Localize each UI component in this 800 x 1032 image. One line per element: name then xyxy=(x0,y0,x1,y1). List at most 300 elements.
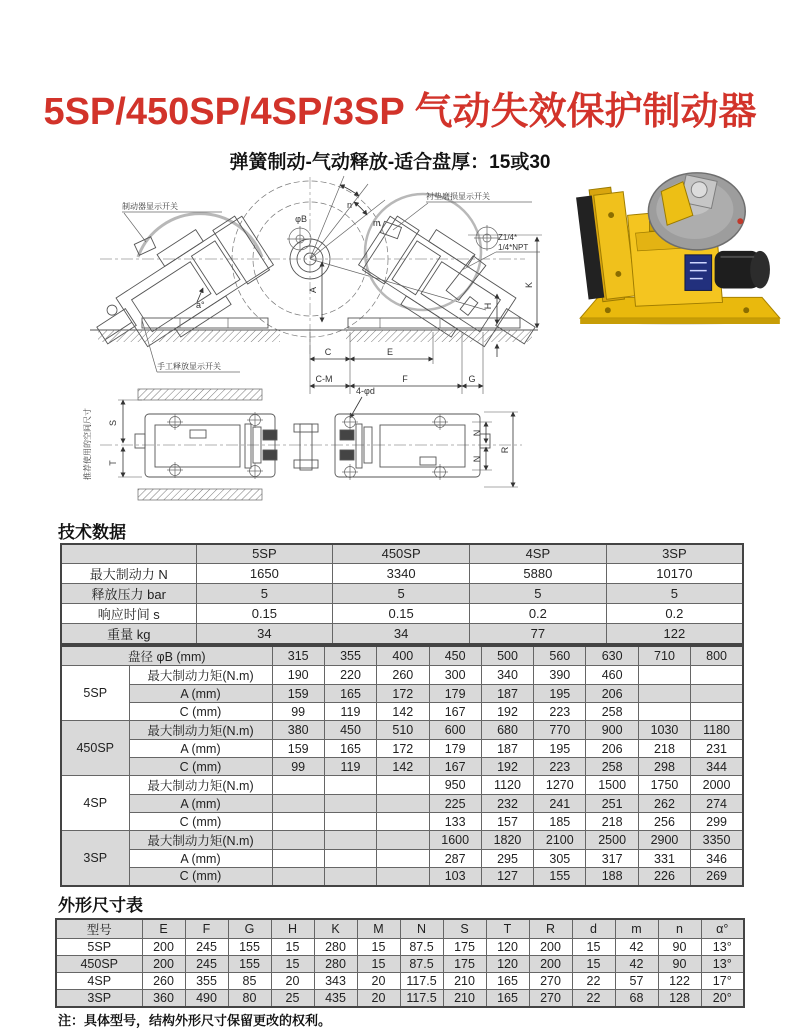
model-cell: 3SP xyxy=(61,831,129,886)
value-cell: 165 xyxy=(486,973,529,990)
value-cell: 77 xyxy=(470,623,607,644)
value-cell: 3350 xyxy=(691,831,743,850)
value-cell: 99 xyxy=(272,703,324,721)
label-manual-release-switch: 手工释放显示开关 xyxy=(157,362,221,371)
column-header: 400 xyxy=(377,646,429,666)
label-air-port-thread: 1/4*NPT xyxy=(498,243,529,252)
row-label-cell: 释放压力 bar xyxy=(61,583,196,603)
value-cell: 241 xyxy=(534,795,586,813)
value-cell xyxy=(638,703,690,721)
value-cell: 142 xyxy=(377,758,429,776)
table-row xyxy=(61,831,743,850)
column-header: 型号 xyxy=(56,919,142,939)
value-cell: 1650 xyxy=(196,563,333,583)
value-cell: 287 xyxy=(429,850,481,868)
value-cell xyxy=(324,850,376,868)
label-dim-G: G xyxy=(468,374,476,384)
value-cell xyxy=(691,703,743,721)
row-label-cell: 响应时间 s xyxy=(61,603,196,623)
row-label-cell: 最大制动力矩(N.m) xyxy=(129,776,272,795)
column-header: M xyxy=(357,919,400,939)
left-caliper-assembly xyxy=(82,205,279,373)
value-cell: 258 xyxy=(586,703,638,721)
value-cell: 42 xyxy=(615,956,658,973)
table-row xyxy=(61,666,743,685)
value-cell: 20 xyxy=(271,973,314,990)
value-cell: 218 xyxy=(638,740,690,758)
table-row xyxy=(61,813,743,831)
value-cell: 331 xyxy=(638,850,690,868)
value-cell: 122 xyxy=(606,623,743,644)
air-cylinder xyxy=(715,251,770,289)
value-cell: 17° xyxy=(701,973,744,990)
footnote: 注：具体型号，结构外形尺寸保留更改的权利。 xyxy=(58,1013,332,1028)
value-cell: 2000 xyxy=(691,776,743,795)
value-cell: 343 xyxy=(314,973,357,990)
value-cell: 99 xyxy=(272,758,324,776)
value-cell: 165 xyxy=(486,990,529,1007)
table-row xyxy=(61,795,743,813)
table-row xyxy=(61,740,743,758)
model-cell: 5SP xyxy=(56,939,142,956)
table-row xyxy=(61,868,743,886)
value-cell: 950 xyxy=(429,776,481,795)
value-cell xyxy=(324,868,376,886)
column-header: 5SP xyxy=(196,544,333,563)
value-cell: 90 xyxy=(658,956,701,973)
value-cell: 600 xyxy=(429,721,481,740)
value-cell: 200 xyxy=(142,956,185,973)
value-cell: 13° xyxy=(701,956,744,973)
value-cell: 142 xyxy=(377,703,429,721)
row-label-cell: A (mm) xyxy=(129,795,272,813)
value-cell: 192 xyxy=(481,703,533,721)
value-cell xyxy=(272,850,324,868)
model-cell: 4SP xyxy=(56,973,142,990)
value-cell: 220 xyxy=(324,666,376,685)
row-label-cell: 最大制动力矩(N.m) xyxy=(129,721,272,740)
value-cell xyxy=(324,831,376,850)
value-cell: 190 xyxy=(272,666,324,685)
value-cell: 225 xyxy=(429,795,481,813)
value-cell: 15 xyxy=(572,956,615,973)
column-header: 4SP xyxy=(470,544,607,563)
column-header: m xyxy=(615,919,658,939)
value-cell xyxy=(272,868,324,886)
model-cell: 450SP xyxy=(61,721,129,776)
ground-hatch-right xyxy=(346,330,532,342)
table-row xyxy=(61,646,743,666)
base-plate-right xyxy=(348,318,520,328)
value-cell: 165 xyxy=(324,740,376,758)
column-header: K xyxy=(314,919,357,939)
value-cell: 260 xyxy=(142,973,185,990)
value-cell: 20 xyxy=(357,990,400,1007)
label-dim-T: T xyxy=(108,460,118,466)
table-row xyxy=(56,939,744,956)
value-cell: 269 xyxy=(691,868,743,886)
corner-cell xyxy=(61,544,196,563)
value-cell xyxy=(272,795,324,813)
value-cell: 280 xyxy=(314,956,357,973)
column-header: S xyxy=(443,919,486,939)
value-cell: 2500 xyxy=(586,831,638,850)
model-cell: 450SP xyxy=(56,956,142,973)
value-cell: 200 xyxy=(142,939,185,956)
label-brake-switch: 制动器显示开关 xyxy=(122,202,178,211)
value-cell: 68 xyxy=(615,990,658,1007)
row-label-cell: A (mm) xyxy=(129,850,272,868)
disc-section-top xyxy=(138,389,262,400)
value-cell xyxy=(272,813,324,831)
table-row xyxy=(61,703,743,721)
value-cell: 200 xyxy=(529,939,572,956)
pad-wear-switch-body xyxy=(380,221,401,238)
value-cell: 119 xyxy=(324,703,376,721)
row-label-cell: 最大制动力矩(N.m) xyxy=(129,666,272,685)
value-cell xyxy=(691,685,743,703)
value-cell: 5 xyxy=(196,583,333,603)
top-view-hub-section xyxy=(294,424,318,470)
table-row xyxy=(56,956,744,973)
value-cell: 450 xyxy=(324,721,376,740)
table-row xyxy=(61,603,743,623)
value-cell: 1120 xyxy=(481,776,533,795)
value-cell: 680 xyxy=(481,721,533,740)
value-cell: 119 xyxy=(324,758,376,776)
row-label-cell: C (mm) xyxy=(129,813,272,831)
value-cell: 300 xyxy=(429,666,481,685)
value-cell: 25 xyxy=(271,990,314,1007)
value-cell: 22 xyxy=(572,973,615,990)
value-cell xyxy=(324,813,376,831)
row-label-cell: A (mm) xyxy=(129,685,272,703)
value-cell: 80 xyxy=(228,990,271,1007)
value-cell: 0.2 xyxy=(470,603,607,623)
tech-data-table xyxy=(60,543,744,645)
label-dim-K: K xyxy=(524,281,534,289)
label-angle-a: a° xyxy=(196,300,205,310)
row-label-cell: 重量 kg xyxy=(61,623,196,644)
value-cell: 210 xyxy=(443,990,486,1007)
label-disc-diameter: φB xyxy=(295,214,307,224)
value-cell: 0.15 xyxy=(333,603,470,623)
dimensions-table xyxy=(55,918,745,1008)
table-row xyxy=(61,776,743,795)
table-row xyxy=(61,544,743,563)
column-header: T xyxy=(486,919,529,939)
column-header: n xyxy=(658,919,701,939)
label-dim-N-lower: N xyxy=(472,455,482,463)
value-cell: 15 xyxy=(357,956,400,973)
value-cell: 90 xyxy=(658,939,701,956)
value-cell: 0.2 xyxy=(606,603,743,623)
top-view-right-assembly xyxy=(335,414,490,477)
value-cell: 22 xyxy=(572,990,615,1007)
value-cell xyxy=(272,776,324,795)
table-row xyxy=(56,990,744,1007)
value-cell xyxy=(272,831,324,850)
label-dim-R: R xyxy=(500,446,510,454)
value-cell: 127 xyxy=(481,868,533,886)
column-header: 315 xyxy=(272,646,324,666)
column-header: 630 xyxy=(586,646,638,666)
value-cell: 172 xyxy=(377,685,429,703)
column-header: N xyxy=(400,919,443,939)
value-cell xyxy=(638,685,690,703)
value-cell: 460 xyxy=(586,666,638,685)
label-dim-CM: C-M xyxy=(315,374,333,384)
value-cell: 179 xyxy=(429,740,481,758)
value-cell: 226 xyxy=(638,868,690,886)
right-caliper-assembly xyxy=(353,205,550,373)
value-cell: 15 xyxy=(572,939,615,956)
value-cell: 245 xyxy=(185,956,228,973)
column-header: 盘径 φB (mm) xyxy=(61,646,272,666)
column-header: G xyxy=(228,919,271,939)
brake-switch-body xyxy=(134,237,155,255)
value-cell: 510 xyxy=(377,721,429,740)
value-cell: 317 xyxy=(586,850,638,868)
value-cell: 15 xyxy=(271,939,314,956)
row-label-cell: C (mm) xyxy=(129,868,272,886)
value-cell: 155 xyxy=(228,956,271,973)
value-cell: 195 xyxy=(534,740,586,758)
row-label-cell: A (mm) xyxy=(129,740,272,758)
value-cell: 245 xyxy=(185,939,228,956)
value-cell: 128 xyxy=(658,990,701,1007)
row-label-cell: C (mm) xyxy=(129,758,272,776)
value-cell: 340 xyxy=(481,666,533,685)
disc-edge-circle-right xyxy=(365,194,481,310)
value-cell: 187 xyxy=(481,685,533,703)
value-cell: 280 xyxy=(314,939,357,956)
value-cell: 165 xyxy=(324,685,376,703)
value-cell: 187 xyxy=(481,740,533,758)
torque-table xyxy=(60,645,744,887)
value-cell: 167 xyxy=(429,758,481,776)
page-subtitle: 弹簧制动-气动释放-适合盘厚：15或30 xyxy=(229,152,551,173)
column-header: 450 xyxy=(429,646,481,666)
value-cell xyxy=(377,776,429,795)
column-header: d xyxy=(572,919,615,939)
value-cell: 188 xyxy=(586,868,638,886)
value-cell: 57 xyxy=(615,973,658,990)
mount-pin-left xyxy=(287,226,313,252)
value-cell: 10170 xyxy=(606,563,743,583)
column-header: E xyxy=(142,919,185,939)
value-cell: 120 xyxy=(486,939,529,956)
value-cell: 159 xyxy=(272,740,324,758)
label-dim-H: H xyxy=(483,302,493,310)
row-label-cell: C (mm) xyxy=(129,703,272,721)
value-cell: 1270 xyxy=(534,776,586,795)
label-mount-holes: 4-φd xyxy=(356,386,375,396)
product-photo xyxy=(566,156,794,329)
value-cell: 192 xyxy=(481,758,533,776)
value-cell: 34 xyxy=(333,623,470,644)
top-view-left-assembly xyxy=(135,414,277,477)
value-cell xyxy=(377,868,429,886)
value-cell: 305 xyxy=(534,850,586,868)
ground-hatch-left xyxy=(98,330,280,342)
value-cell: 1500 xyxy=(586,776,638,795)
value-cell: 200 xyxy=(529,956,572,973)
table-row xyxy=(56,973,744,990)
model-cell: 4SP xyxy=(61,776,129,831)
value-cell: 1600 xyxy=(429,831,481,850)
column-header: 710 xyxy=(638,646,690,666)
value-cell: 5 xyxy=(470,583,607,603)
value-cell: 103 xyxy=(429,868,481,886)
value-cell: 295 xyxy=(481,850,533,868)
column-header: F xyxy=(185,919,228,939)
value-cell: 179 xyxy=(429,685,481,703)
value-cell: 15 xyxy=(357,939,400,956)
column-header: 560 xyxy=(534,646,586,666)
table-row xyxy=(56,919,744,939)
value-cell: 85 xyxy=(228,973,271,990)
value-cell: 20° xyxy=(701,990,744,1007)
value-cell: 299 xyxy=(691,813,743,831)
value-cell: 185 xyxy=(534,813,586,831)
value-cell: 232 xyxy=(481,795,533,813)
value-cell xyxy=(638,666,690,685)
row-label-cell: 最大制动力矩(N.m) xyxy=(129,831,272,850)
value-cell: 218 xyxy=(586,813,638,831)
value-cell: 155 xyxy=(534,868,586,886)
value-cell: 167 xyxy=(429,703,481,721)
value-cell: 15 xyxy=(271,956,314,973)
table-row xyxy=(61,850,743,868)
tech-data-heading: 技术数据 xyxy=(58,523,126,542)
label-dim-S: S xyxy=(108,419,118,427)
label-pad-wear-switch: 衬垫磨损显示开关 xyxy=(426,192,490,201)
value-cell: 122 xyxy=(658,973,701,990)
label-dim-A: A xyxy=(308,286,318,294)
value-cell: 117.5 xyxy=(400,973,443,990)
brake-pad-plate xyxy=(575,186,636,304)
value-cell: 256 xyxy=(638,813,690,831)
column-header: 450SP xyxy=(333,544,470,563)
column-header: 3SP xyxy=(606,544,743,563)
value-cell xyxy=(691,666,743,685)
value-cell: 1820 xyxy=(481,831,533,850)
value-cell: 13° xyxy=(701,939,744,956)
value-cell: 900 xyxy=(586,721,638,740)
column-header: 800 xyxy=(691,646,743,666)
nameplate xyxy=(685,255,712,291)
value-cell: 355 xyxy=(185,973,228,990)
label-dim-F: F xyxy=(402,374,408,384)
table-row xyxy=(61,721,743,740)
value-cell: 1750 xyxy=(638,776,690,795)
page-title: 5SP/450SP/4SP/3SP 气动失效保护制动器 xyxy=(43,91,757,133)
dimensions-heading: 外形尺寸表 xyxy=(58,896,143,915)
value-cell xyxy=(377,850,429,868)
table-row xyxy=(61,623,743,644)
value-cell: 223 xyxy=(534,703,586,721)
row-label-cell: 最大制动力 N xyxy=(61,563,196,583)
value-cell: 206 xyxy=(586,685,638,703)
value-cell: 0.15 xyxy=(196,603,333,623)
value-cell: 2900 xyxy=(638,831,690,850)
value-cell: 262 xyxy=(638,795,690,813)
value-cell: 159 xyxy=(272,685,324,703)
column-header: R xyxy=(529,919,572,939)
label-dim-N-upper: N xyxy=(472,429,482,437)
value-cell: 34 xyxy=(196,623,333,644)
value-cell: 175 xyxy=(443,956,486,973)
value-cell xyxy=(377,813,429,831)
value-cell: 155 xyxy=(228,939,271,956)
value-cell: 258 xyxy=(586,758,638,776)
value-cell: 206 xyxy=(586,740,638,758)
table-row xyxy=(61,583,743,603)
value-cell: 435 xyxy=(314,990,357,1007)
model-cell: 5SP xyxy=(61,666,129,721)
value-cell: 87.5 xyxy=(400,939,443,956)
value-cell: 42 xyxy=(615,939,658,956)
value-cell: 231 xyxy=(691,740,743,758)
value-cell: 175 xyxy=(443,939,486,956)
value-cell: 5 xyxy=(606,583,743,603)
label-dim-C: C xyxy=(324,347,332,357)
value-cell: 2100 xyxy=(534,831,586,850)
disc-section-bottom xyxy=(138,489,262,500)
value-cell xyxy=(377,795,429,813)
value-cell: 274 xyxy=(691,795,743,813)
value-cell: 270 xyxy=(529,973,572,990)
value-cell: 195 xyxy=(534,685,586,703)
value-cell: 360 xyxy=(142,990,185,1007)
value-cell: 157 xyxy=(481,813,533,831)
value-cell: 120 xyxy=(486,956,529,973)
value-cell: 770 xyxy=(534,721,586,740)
value-cell xyxy=(324,776,376,795)
mount-pin-right xyxy=(474,225,500,251)
column-header: H xyxy=(271,919,314,939)
value-cell xyxy=(377,831,429,850)
table-row xyxy=(61,563,743,583)
value-cell: 346 xyxy=(691,850,743,868)
value-cell xyxy=(324,795,376,813)
value-cell: 3340 xyxy=(333,563,470,583)
value-cell: 20 xyxy=(357,973,400,990)
value-cell: 117.5 xyxy=(400,990,443,1007)
value-cell: 223 xyxy=(534,758,586,776)
column-header: 355 xyxy=(324,646,376,666)
value-cell: 260 xyxy=(377,666,429,685)
value-cell: 1030 xyxy=(638,721,690,740)
column-header: α° xyxy=(701,919,744,939)
value-cell: 390 xyxy=(534,666,586,685)
value-cell: 298 xyxy=(638,758,690,776)
value-cell: 172 xyxy=(377,740,429,758)
label-dim-n-small: n xyxy=(347,200,353,210)
label-dim-E: E xyxy=(386,347,394,357)
label-air-port-size: Z1/4* xyxy=(498,233,518,242)
value-cell: 344 xyxy=(691,758,743,776)
value-cell: 5 xyxy=(333,583,470,603)
column-header: 500 xyxy=(481,646,533,666)
model-cell: 3SP xyxy=(56,990,142,1007)
value-cell: 490 xyxy=(185,990,228,1007)
value-cell: 270 xyxy=(529,990,572,1007)
value-cell: 87.5 xyxy=(400,956,443,973)
value-cell: 1180 xyxy=(691,721,743,740)
value-cell: 5880 xyxy=(470,563,607,583)
